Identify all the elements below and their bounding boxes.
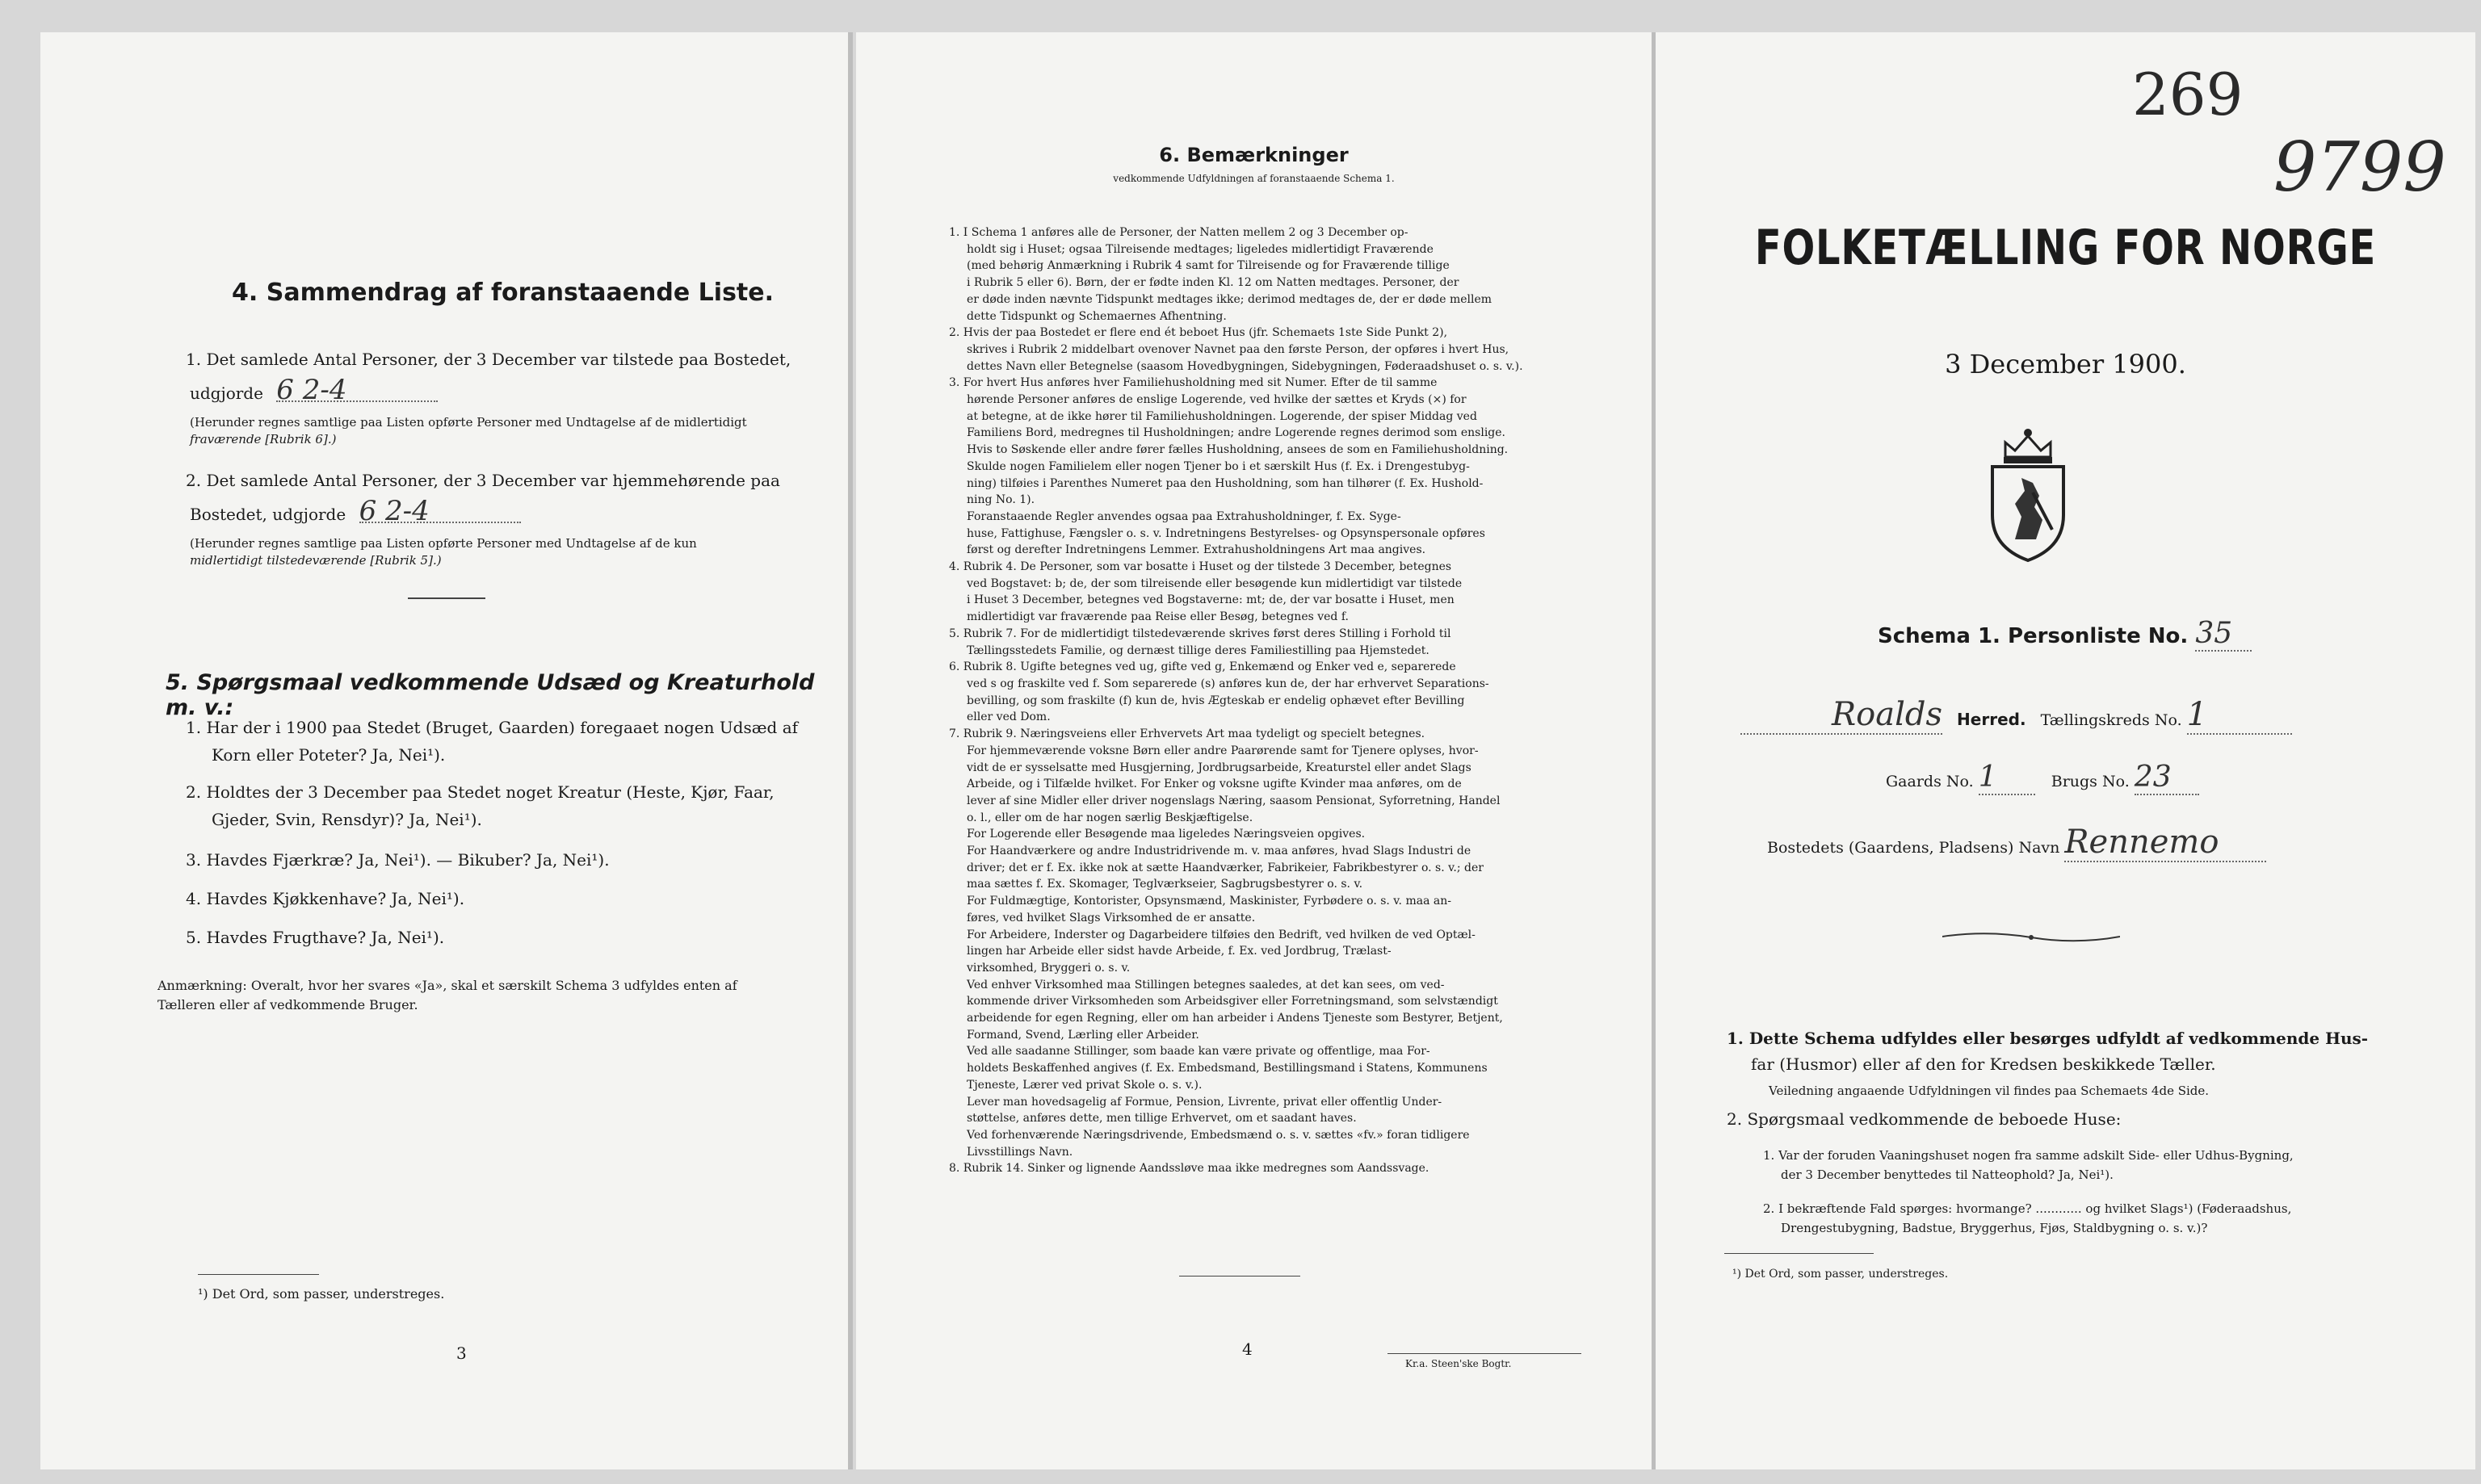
section4-heading: 4. Sammendrag af foranstaaende Liste. — [232, 279, 775, 307]
remark-line: 6. Rubrik 8. Ugifte betegnes ved ug, gifte ved g, Enkemænd og Enker ved e, separerede — [949, 660, 1456, 674]
page-number: 4 — [1242, 1339, 1253, 1359]
schema-value: 35 — [2195, 617, 2252, 652]
remark-line: ved s og fraskilte ved f. Som separerede (s) anføres kun de, der har erhvervet Separations- — [967, 677, 1489, 690]
schema-label: Schema 1. Personliste No. — [1878, 624, 2189, 648]
brugs-label: Brugs No. — [2051, 773, 2130, 790]
q3: 3. Havdes Fjærkræ? Ja, Nei¹). — Bikuber? Ja, Nei¹). — [186, 850, 610, 870]
remark-line: driver; det er f. Ex. ikke nok at sætte Haandværker, Fabrikeier, Fabrikbestyrer o. s. v.; der — [967, 861, 1484, 874]
remark-line: Livsstillings Navn. — [967, 1145, 1073, 1159]
q2-line1: 2. Holdtes der 3 December paa Stedet noget Kreatur (Heste, Kjør, Faar, — [186, 782, 775, 802]
footnote-rule — [1724, 1253, 1874, 1254]
handwritten-number-1: 269 — [2132, 61, 2244, 128]
remark-line: føres, ved hvilket Slags Virksomhed de er ansatte. — [967, 911, 1256, 924]
remark-line: arbeidende for egen Regning, eller om han arbeider i Andens Tjeneste som Bestyrer, Betjent, — [967, 1012, 1503, 1025]
remark-line: virksomhed, Bryggeri o. s. v. — [967, 961, 1131, 975]
item1-udgjorde: udgjorde — [190, 384, 263, 403]
middle-page — [856, 32, 1652, 1469]
item1-line1: 1. Det samlede Antal Personer, der 3 December var tilstede paa Bostedet, — [186, 350, 791, 369]
remark-line: holdets Beskaffenhed angives (f. Ex. Embedsmand, Bestillingsmand i Statens, Kommunens — [967, 1062, 1488, 1075]
gutter-left — [848, 32, 853, 1469]
remark-line: Tjeneste, Lærer ved privat Skole o. s. v.). — [967, 1078, 1203, 1092]
footnote: ¹) Det Ord, som passer, understreges. — [198, 1286, 445, 1302]
gaards-value: 1 — [1979, 761, 2035, 795]
handwritten-number-2: 9799 — [2273, 128, 2446, 207]
item1-note2: fraværende [Rubrik 6].) — [190, 432, 337, 446]
remark-line: støttelse, anføres dette, men tillige Erhvervet, om et saadant haves. — [967, 1112, 1357, 1126]
bosted-label: Bostedets (Gaardens, Pladsens) Navn — [1767, 839, 2060, 857]
remark-line: at betegne, at de ikke hører til Familiehusholdningen. Logerende, der spiser Middag ved — [967, 409, 1477, 423]
remark-line: lever af sine Midler eller driver nogenslags Næring, saasom Pensionat, Syforretning, Handel — [967, 794, 1501, 807]
instruction2-2-line1: 2. I bekræftende Fald spørges: hvormange? ............ og hvilket Slags¹) (Føderaadshus, — [1763, 1201, 2292, 1216]
remark-line: holdt sig i Huset; ogsaa Tilreisende medtages; ligeledes midlertidigt Fraværende — [967, 242, 1434, 256]
q1-line1: 1. Har der i 1900 paa Stedet (Bruget, Gaarden) foregaaet nogen Udsæd af — [186, 718, 799, 737]
remark-line: ved Bogstavet: b; de, der som tilreisende eller besøgende kun midlertidigt var tilstede — [967, 576, 1463, 590]
item2-note1: (Herunder regnes samtlige paa Listen opførte Personer med Undtagelse af de kun — [190, 536, 697, 551]
remark-line: Skulde nogen Familielem eller nogen Tjener bo i et særskilt Hus (f. Ex. i Drengestubyg- — [967, 459, 1470, 473]
instruction2: 2. Spørgsmaal vedkommende de beboede Huse: — [1727, 1109, 2122, 1129]
q4: 4. Havdes Kjøkkenhave? Ja, Nei¹). — [186, 889, 465, 908]
instruction2-1-line1: 1. Var der foruden Vaaningshuset nogen fra samme adskilt Side- eller Udhus-Bygning, — [1763, 1148, 2294, 1163]
remark-line: (med behørig Anmærkning i Rubrik 4 samt for Tilreisende og for Fraværende tillige — [967, 259, 1450, 273]
remark-line: lingen har Arbeide eller sidst havde Arbeide, f. Ex. ved Jordbrug, Trælast- — [967, 945, 1392, 958]
anmaerkning-line2: Tælleren eller af vedkommende Bruger. — [157, 997, 418, 1012]
remark-line: midlertidigt var fraværende paa Reise eller Besøg, betegnes ved f. — [967, 610, 1349, 624]
census-date: 3 December 1900. — [1945, 349, 2186, 379]
kreds-label: Tællingskreds No. — [2040, 711, 2182, 729]
q5: 5. Havdes Frugthave? Ja, Nei¹). — [186, 928, 445, 947]
remark-line: 4. Rubrik 4. De Personer, som var bosatte i Huset og der tilstede 3 December, betegnes — [949, 560, 1452, 574]
herred-value: Roalds — [1832, 696, 1942, 733]
instruction1-line3: Veiledning angaaende Udfyldningen vil findes paa Schemaets 4de Side. — [1769, 1084, 2210, 1098]
instruction2-2-line2: Drengestubygning, Badstue, Bryggerhus, Fjøs, Staldbygning o. s. v.)? — [1781, 1221, 2208, 1235]
remark-line: Ved alle saadanne Stillinger, som baade kan være private og offentlige, maa For- — [967, 1045, 1430, 1059]
item1-note1: (Herunder regnes samtlige paa Listen opførte Personer med Undtagelse af de midlertidigt — [190, 415, 747, 430]
remark-line: Ved enhver Virksomhed maa Stillingen betegnes saaledes, at det kan sees, om ved- — [967, 978, 1445, 991]
ornament-divider — [1942, 927, 2120, 948]
remark-line: For hjemmeværende voksne Børn eller andre Paarørende samt for Tjenere oplyses, hvor- — [967, 744, 1479, 757]
bosted-value: Rennemo — [2064, 824, 2266, 862]
remark-line: 1. I Schema 1 anføres alle de Personer, der Natten mellem 2 og 3 December op- — [949, 226, 1408, 239]
remark-line: 5. Rubrik 7. For de midlertidigt tilstedeværende skrives først deres Stilling i Forhold til — [949, 627, 1451, 640]
item1-value: 6 2-4 — [276, 379, 438, 402]
printer-rule — [1387, 1353, 1581, 1354]
remark-line: først og derefter Indretningens Lemmer. Extrahusholdningens Art maa angives. — [967, 543, 1426, 557]
item2-line1: 2. Det samlede Antal Personer, der 3 December var hjemmehørende paa — [186, 471, 780, 490]
remark-line: For Haandværkere og andre Industridrivende m. v. maa anføres, hvad Slags Industri de — [967, 845, 1471, 858]
remark-line: Foranstaaende Regler anvendes ogsaa paa Extrahusholdninger, f. Ex. Syge- — [967, 509, 1401, 523]
remark-line: vidt de er sysselsatte med Husgjerning, Jordbrugsarbeide, Kreaturstel eller andet Slags — [967, 761, 1471, 774]
remark-line: o. l., eller om de har nogen særlig Beskjæftigelse. — [967, 811, 1253, 824]
remark-line: Familiens Bord, medregnes til Husholdningen; andre Logerende regnes derimod som enslige. — [967, 426, 1505, 440]
remark-line: ning) tilføies i Parenthes Numeret paa den Husholdning, som han tilhører (f. Ex. Hushold- — [967, 476, 1484, 490]
gaards-label: Gaards No. — [1886, 773, 1974, 790]
remark-line: 3. For hvert Hus anføres hver Familiehusholdning med sit Numer. Efter de til samme — [949, 376, 1438, 390]
footnote-rule — [198, 1274, 319, 1275]
remark-line: er døde inden nævnte Tidspunkt medtages ikke; derimod medtages de, der er døde mellem — [967, 292, 1492, 306]
item2-value: 6 2-4 — [359, 501, 521, 523]
item2-line2: Bostedet, udgjorde — [190, 505, 346, 524]
remark-line: 8. Rubrik 14. Sinker og lignende Aandssløve maa ikke medregnes som Aandssvage. — [949, 1162, 1429, 1176]
remark-line: i Rubrik 5 eller 6). Børn, der er fødte inden Kl. 12 om Natten medtages. Personer, der — [967, 276, 1459, 290]
q2-line2: Gjeder, Svin, Rensdyr)? Ja, Nei¹). — [212, 810, 482, 829]
remarks-heading: 6. Bemærkninger — [1159, 144, 1349, 166]
remark-line: hørende Personer anføres de enslige Logerende, ved hvilke der sættes et Kryds (×) for — [967, 393, 1467, 407]
remark-line: For Logerende eller Besøgende maa ligeledes Næringsveien opgives. — [967, 828, 1366, 841]
item2-note2: midlertidigt tilstedeværende [Rubrik 5].) — [190, 553, 442, 568]
remarks-list — [949, 224, 1611, 1177]
anmaerkning-line1: Anmærkning: Overalt, hvor her svares «Ja», skal et særskilt Schema 3 udfyldes enten af — [157, 978, 737, 993]
remark-line: Arbeide, og i Tilfælde hvilket. For Enker og voksne ugifte Kvinder maa anføres, om de — [967, 778, 1462, 791]
remark-line: dettes Navn eller Betegnelse (saasom Hovedbygningen, Sidebygningen, Føderaadshuset o. s. v.). — [967, 359, 1523, 373]
remark-line: kommende driver Virksomheden som Arbeidsgiver eller Forretningsmand, som selvstændigt — [967, 995, 1498, 1008]
footnote: ¹) Det Ord, som passer, understreges. — [1732, 1268, 1949, 1281]
remark-line: Lever man hovedsagelig af Formue, Pension, Livrente, privat eller offentlig Under- — [967, 1095, 1442, 1109]
remark-line: maa sættes f. Ex. Skomager, Teglværkseier, Sagbrugsbestyrer o. s. v. — [967, 878, 1363, 891]
remark-line: 2. Hvis der paa Bostedet er flere end ét beboet Hus (jfr. Schemaets 1ste Side Punkt 2), — [949, 326, 1448, 340]
remarks-subheading: vedkommende Udfyldningen af foranstaaende Schema 1. — [1113, 173, 1395, 184]
remark-line: Hvis to Søskende eller andre fører fælles Husholdning, ansees de som en Familiehusholdning. — [967, 443, 1509, 457]
divider — [408, 597, 485, 599]
remark-line: ning No. 1). — [967, 493, 1035, 507]
remark-line: Ved forhenværende Næringsdrivende, Embedsmænd o. s. v. sættes «fv.» foran tidligere — [967, 1128, 1470, 1142]
q1-line2: Korn eller Poteter? Ja, Nei¹). — [212, 745, 446, 765]
remark-line: dette Tidspunkt og Schemaernes Afhentning. — [967, 309, 1227, 323]
remark-line: 7. Rubrik 9. Næringsveiens eller Erhvervets Art maa tydeligt og specielt betegnes. — [949, 727, 1425, 741]
remark-line: bevilling, og som fraskilte (f) kun de, hvis Ægteskab er endelig ophævet efter Bevilling — [967, 694, 1465, 707]
remark-line: huse, Fattighuse, Fængsler o. s. v. Indretningens Bestyrelses- og Opsynspersonale opføres — [967, 526, 1485, 540]
remark-line: For Fuldmægtige, Kontorister, Opsynsmænd, Maskinister, Fyrbødere o. s. v. maa an- — [967, 895, 1451, 908]
herred-label: Herred. — [1957, 710, 2026, 729]
remark-line: Tællingsstedets Familie, og dernæst tillige deres Familiestilling paa Hjemstedet. — [967, 643, 1429, 657]
section5-heading: 5. Spørgsmaal vedkommende Udsæd og Kreaturhold m. v.: — [166, 670, 815, 720]
right-page — [1656, 32, 2475, 1469]
remark-line: skrives i Rubrik 2 middelbart ovenover Navnet paa den første Person, der opføres i hvert Hus, — [967, 342, 1509, 356]
page-number: 3 — [456, 1344, 467, 1363]
instruction2-1-line2: der 3 December benyttedes til Natteophold? Ja, Nei¹). — [1781, 1167, 2114, 1182]
remark-line: For Arbeidere, Inderster og Dagarbeidere tilføies den Bedrift, ved hvilken de ved Optæl- — [967, 928, 1476, 941]
printer: Kr.a. Steen'ske Bogtr. — [1405, 1358, 1512, 1369]
left-page — [40, 32, 848, 1469]
remark-line: i Huset 3 December, betegnes ved Bogstaverne: mt; de, der var bosatte i Huset, men — [967, 593, 1455, 607]
brugs-value: 23 — [2135, 761, 2199, 795]
instruction1-line2: far (Husmor) eller af den for Kredsen beskikkede Tæller. — [1751, 1054, 2216, 1074]
instruction1-line1: 1. Dette Schema udfyldes eller besørges udfyldt af vedkommende Hus- — [1727, 1029, 2369, 1048]
remark-line: Formand, Svend, Lærling eller Arbeider. — [967, 1028, 1199, 1042]
remark-line: eller ved Dom. — [967, 711, 1051, 724]
coat-of-arms-icon — [1983, 426, 2073, 564]
census-title: FOLKETÆLLING FOR NORGE — [1754, 220, 2377, 276]
kreds-value: 1 — [2187, 696, 2292, 735]
